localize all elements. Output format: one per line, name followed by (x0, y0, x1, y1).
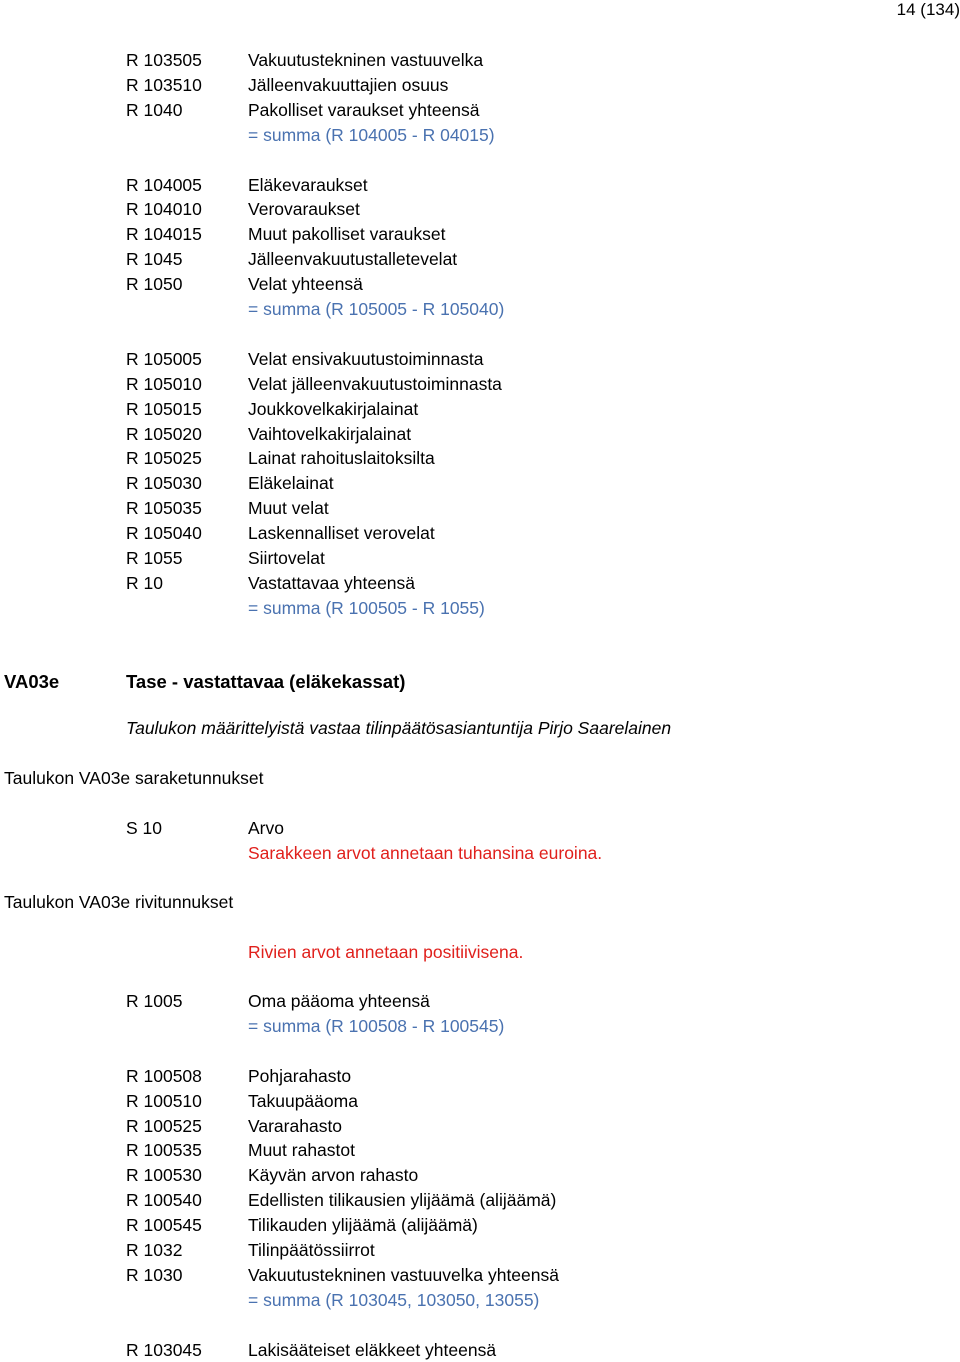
formula-text: = summa (R 104005 - R 04015) (248, 124, 495, 145)
row-description: Vaihtovelkakirjalainat (248, 423, 412, 444)
row-code: R 105005 (126, 348, 202, 369)
row-description: Muut pakolliset varaukset (248, 224, 446, 245)
row-code: R 104010 (126, 199, 202, 220)
row-code: R 103510 (126, 74, 202, 95)
row-description: Velat yhteensä (248, 274, 363, 295)
rows-note-text: Rivien arvot annetaan positiivisena. (248, 942, 524, 962)
row-description: Joukkovelkakirjalainat (248, 398, 419, 419)
row-description: Jälleenvakuutustalletevelat (248, 249, 458, 270)
row-code: R 1005 (126, 991, 183, 1011)
row-code: R 1030 (126, 1264, 183, 1285)
row-code: R 105040 (126, 523, 202, 544)
row-description: Lainat rahoituslaitoksilta (248, 448, 435, 469)
row-description: Tilikauden ylijäämä (alijäämä) (248, 1215, 478, 1236)
row-code: R 10 (126, 572, 163, 593)
row-description: Jälleenvakuuttajien osuus (248, 74, 449, 95)
row-description: Pohjarahasto (248, 1065, 352, 1086)
row-code: R 104015 (126, 224, 202, 245)
column-note-text: Sarakkeen arvot annetaan tuhansina euroina. (248, 843, 603, 863)
row-code: R 105020 (126, 423, 202, 444)
row-description: Vastattavaa yhteensä (248, 572, 416, 593)
rows-heading-text: Taulukon VA03e rivitunnukset (4, 892, 234, 912)
row-code: R 103505 (126, 50, 202, 70)
row-description: Tilinpäätössiirrot (248, 1240, 375, 1260)
row-description: Oma pääoma yhteensä (248, 991, 430, 1011)
row-code: R 105025 (126, 448, 202, 469)
row-code: R 100530 (126, 1165, 202, 1186)
page-number: 14 (134) (896, 0, 960, 19)
row-code: R 1032 (126, 1240, 183, 1260)
row-description: Vakuutustekninen vastuuvelka (248, 50, 484, 70)
row-description: Verovaraukset (248, 199, 360, 220)
column-name: Arvo (248, 818, 284, 838)
columns-heading-text: Taulukon VA03e saraketunnukset (4, 768, 264, 788)
row-description: Käyvän arvon rahasto (248, 1165, 419, 1186)
formula-text: = summa (R 100508 - R 100545) (248, 1015, 505, 1036)
row-description: Edellisten tilikausien ylijäämä (alijäämä) (248, 1190, 557, 1211)
row-description: Siirtovelat (248, 548, 325, 568)
row-code: R 1050 (126, 274, 183, 295)
row-code: R 100525 (126, 1115, 202, 1136)
row-code: R 100508 (126, 1065, 202, 1086)
row-code: R 105015 (126, 398, 202, 419)
row-description: Vararahasto (248, 1115, 343, 1136)
column-code: S 10 (126, 818, 162, 838)
row-description: Velat ensivakuutustoiminnasta (248, 348, 484, 369)
section-code: VA03e (4, 671, 60, 692)
section-title: Tase - vastattavaa (eläkekassat) (126, 671, 406, 692)
row-code: R 1040 (126, 99, 183, 120)
row-description: Takuupääoma (248, 1090, 358, 1111)
formula-text: = summa (R 103045, 103050, 13055) (248, 1289, 540, 1310)
row-code: R 100540 (126, 1190, 202, 1211)
formula-text: = summa (R 100505 - R 1055) (248, 597, 485, 618)
row-description: Velat jälleenvakuutustoiminnasta (248, 373, 502, 394)
row-description: Muut velat (248, 498, 329, 519)
row-code: R 100535 (126, 1140, 202, 1161)
row-code: R 1045 (126, 249, 183, 270)
row-code: R 100545 (126, 1215, 202, 1236)
row-description: Pakolliset varaukset yhteensä (248, 99, 480, 120)
row-code: R 103045 (126, 1339, 202, 1360)
row-description: Laskennalliset verovelat (248, 523, 435, 544)
row-description: Muut rahastot (248, 1140, 355, 1161)
row-code: R 100510 (126, 1090, 202, 1111)
row-code: R 105010 (126, 373, 202, 394)
formula-text: = summa (R 105005 - R 105040) (248, 299, 505, 319)
row-code: R 105030 (126, 473, 202, 494)
row-code: R 104005 (126, 174, 202, 195)
row-code: R 1055 (126, 548, 183, 568)
row-description: Vakuutustekninen vastuuvelka yhteensä (248, 1264, 559, 1285)
row-code: R 105035 (126, 498, 202, 519)
row-description: Eläkevaraukset (248, 174, 368, 195)
row-description: Lakisääteiset eläkkeet yhteensä (248, 1339, 497, 1360)
row-description: Eläkelainat (248, 473, 334, 494)
responsible-text: Taulukon määrittelyistä vastaa tilinpäätösasiantuntija Pirjo Saarelainen (126, 718, 672, 738)
